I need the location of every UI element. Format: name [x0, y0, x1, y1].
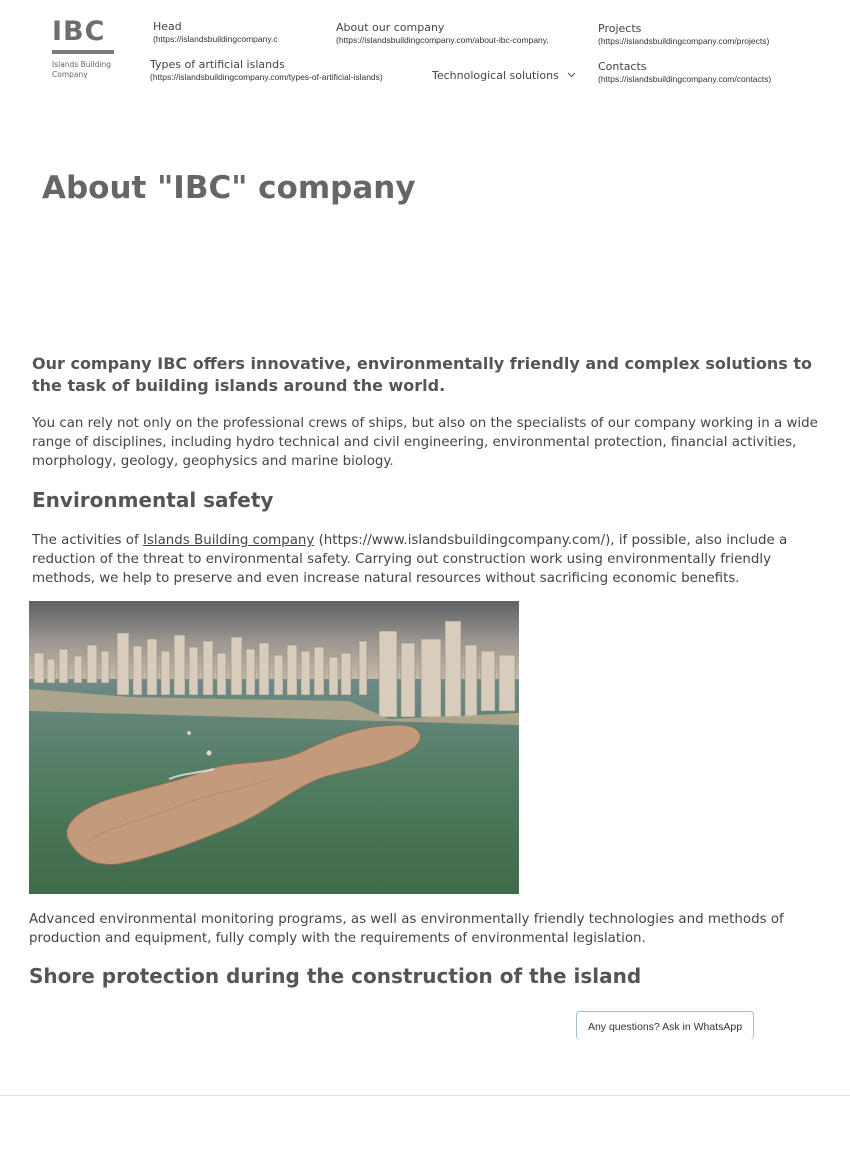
page-divider [0, 1095, 850, 1096]
shore-protection-heading: Shore protection during the construction of the island [29, 964, 642, 988]
nav-contacts-label: Contacts [598, 60, 647, 73]
env-para-prefix: The activities of [32, 533, 143, 548]
page-title: About "IBC" company [42, 170, 416, 206]
nav-head-url: (https://islandsbuildingcompany.c [153, 34, 278, 44]
logo-subtitle [52, 60, 116, 80]
nav-types-url: (https://islandsbuildingcompany.com/types-of-artificial-islands) [150, 72, 383, 82]
nav-item-tech[interactable] [432, 64, 576, 83]
chevron-down-icon [567, 72, 576, 78]
nav-types-label: Types of artificial islands [150, 58, 285, 71]
nav-item-about[interactable] [336, 21, 549, 46]
nav-head-label: Head [153, 20, 182, 33]
nav-item-types[interactable] [150, 58, 383, 83]
logo-subtitle-line2: Company [52, 70, 88, 79]
logo-text: IBC [52, 16, 106, 47]
nav-about-url: (https://islandsbuildingcompany.com/about-ibc-company, [336, 35, 549, 45]
island-photo-illustration [29, 601, 519, 894]
intro-paragraph: You can rely not only on the professional crews of ships, but also on the specialists of our company working in a wide range of disciplines, including hydro technical and civil engineering, environmental protection, financial activities, morphology, geology, geophysics and marine biology. [32, 416, 818, 469]
environmental-safety-heading: Environmental safety [32, 488, 274, 512]
nav-projects-url: (https://islandsbuildingcompany.com/projects) [598, 36, 770, 46]
nav-item-contacts[interactable] [598, 60, 771, 85]
nav-contacts-url: (https://islandsbuildingcompany.com/contacts) [598, 74, 772, 84]
whatsapp-button[interactable]: Any questions? Ask in WhatsApp [576, 1011, 754, 1040]
logo-subtitle-line1: Islands Building [52, 60, 112, 69]
monitoring-paragraph: Advanced environmental monitoring programs, as well as environmentally friendly technologies and methods of production and equipment, fully comply with the requirements of environmental legislation. [29, 912, 784, 946]
nav-item-head[interactable] [153, 20, 288, 45]
logo[interactable] [52, 18, 116, 80]
logo-bar [52, 50, 114, 54]
environmental-safety-paragraph [32, 531, 822, 588]
nav-about-label: About our company [336, 21, 445, 34]
island-aerial-photo [29, 601, 519, 894]
env-para-suffix: (https://www.islandsbuildingcompany.com/), if possible, also include a reduction of the threat to environmental safety. Carrying out construction work using environmentally friendly methods, we help to preserve and even increase natural resources without sacrificing economic benefits. [32, 533, 788, 586]
nav-projects-label: Projects [598, 22, 642, 35]
lead-paragraph: Our company IBC offers innovative, environmentally friendly and complex solutions to the task of building islands around the world. [32, 354, 812, 395]
islands-building-company-link[interactable]: Islands Building company [142, 533, 315, 548]
nav-item-projects[interactable] [598, 22, 769, 47]
nav-tech-label: Technological solutions [432, 69, 559, 82]
